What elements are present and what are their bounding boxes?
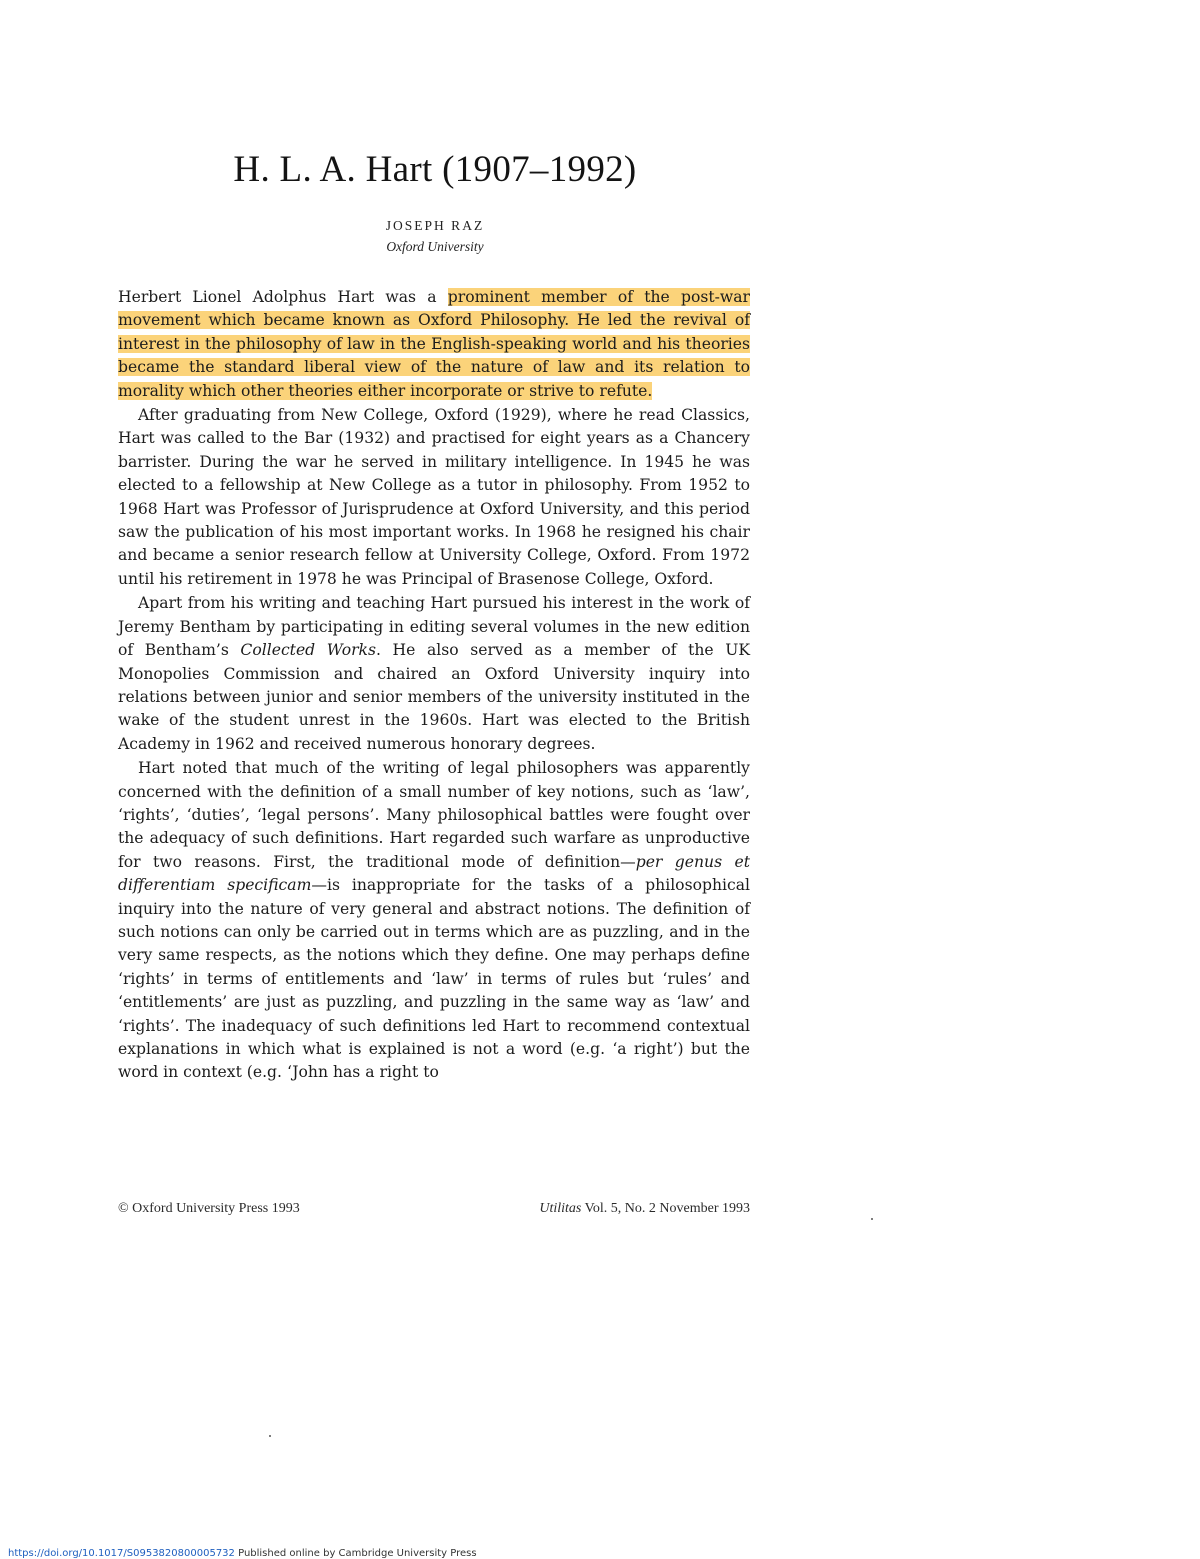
author-affiliation: Oxford University [386, 239, 484, 254]
paragraph-1 [118, 286, 750, 403]
latin-phrase: per genus et differentiam specificam [118, 852, 750, 895]
doi-link[interactable]: https://doi.org/10.1017/S0953820800005732 [8, 1548, 235, 1559]
collected-works-title: Collected Works [240, 641, 377, 660]
paragraph-3-end: . He also served as a member of the UK Monopolies Commission and chaired an Oxford University inquiry into relations between junior and senior members of the university instituted in the wake of the student unrest in the 1960s. Hart was elected to the British Academy in 1962 and received numerous honorary degrees. [118, 641, 751, 753]
copyright-notice: © Oxford University Press 1993 [118, 1201, 300, 1216]
article-body [118, 286, 750, 1086]
page-footer [118, 1201, 750, 1221]
paragraph-3 [118, 592, 750, 756]
author-name: JOSEPH RAZ [385, 218, 485, 233]
paragraph-2: After graduating from New College, Oxford (1929), where he read Classics, Hart was called to the Bar (1932) and practised for eight years as a Chancery barrister. During the war he served in military intelligence. In 1945 he was elected to a fellowship at New College as a tutor in philosophy. From 1952 to 1968 Hart was Professor of Jurisprudence at Oxford University, and this period saw the publication of his most important works. In 1968 he resigned his chair and became a senior research fellow at University College, Oxford. From 1972 until his retirement in 1978 he was Principal of Brasenose College, Oxford. [118, 406, 750, 588]
scan-speck [871, 1218, 873, 1220]
scan-speck [269, 1435, 271, 1437]
paragraph-4-end: —is inappropriate for the tasks of a philosophical inquiry into the nature of very general and abstract notions. The definition of such notions can only be carried out in terms which are as puzzling, and in the very same respects, as the notions which they define. One may perhaps define ‘rights’ in terms of entitlements and ‘law’ in terms of rules but ‘rules’ and ‘entitlements’ are just as puzzling, and puzzling in the same way as ‘law’ and ‘rights’. The inadequacy of such definitions led Hart to recommend contextual explanations in which what is explained is not a word (e.g. ‘a right’) but the word in context (e.g. ‘John has a right to [118, 876, 750, 1082]
paragraph-4 [118, 757, 750, 1085]
published-online-text: Published online by Cambridge University Press [234, 1548, 477, 1559]
journal-name: Utilitas [539, 1201, 582, 1216]
highlighted-passage[interactable]: prominent member of the post-war movement which became known as Oxford Philosophy. He led the revival of interest in the philosophy of law in the English-speaking world and his theories became the standard liberal view of the nature of law and its relation to morality which other theories either incorporate or strive to refute. [118, 288, 750, 400]
paragraph-4-start: Hart noted that much of the writing of legal philosophers was apparently concerned with the definition of a small number of key notions, such as ‘law’, ‘rights’, ‘duties’, ‘legal persons’. Many philosophical battles were fought over the adequacy of such definitions. Hart regarded such warfare as unproductive for two reasons. First, the traditional mode of definition— [118, 759, 750, 871]
journal-volume: Vol. 5, No. 2 November 1993 [584, 1201, 750, 1216]
article-title: H. L. A. Hart (1907–1992) [233, 149, 637, 190]
journal-citation [539, 1201, 750, 1217]
doi-footer [8, 1548, 477, 1559]
paragraph-1-intro: Herbert Lionel Adolphus Hart was a [118, 288, 448, 306]
paragraph-3-start: Apart from his writing and teaching Hart pursued his interest in the work of Jeremy Bentham by participating in editing several volumes in the new edition of Bentham’s [118, 594, 750, 660]
